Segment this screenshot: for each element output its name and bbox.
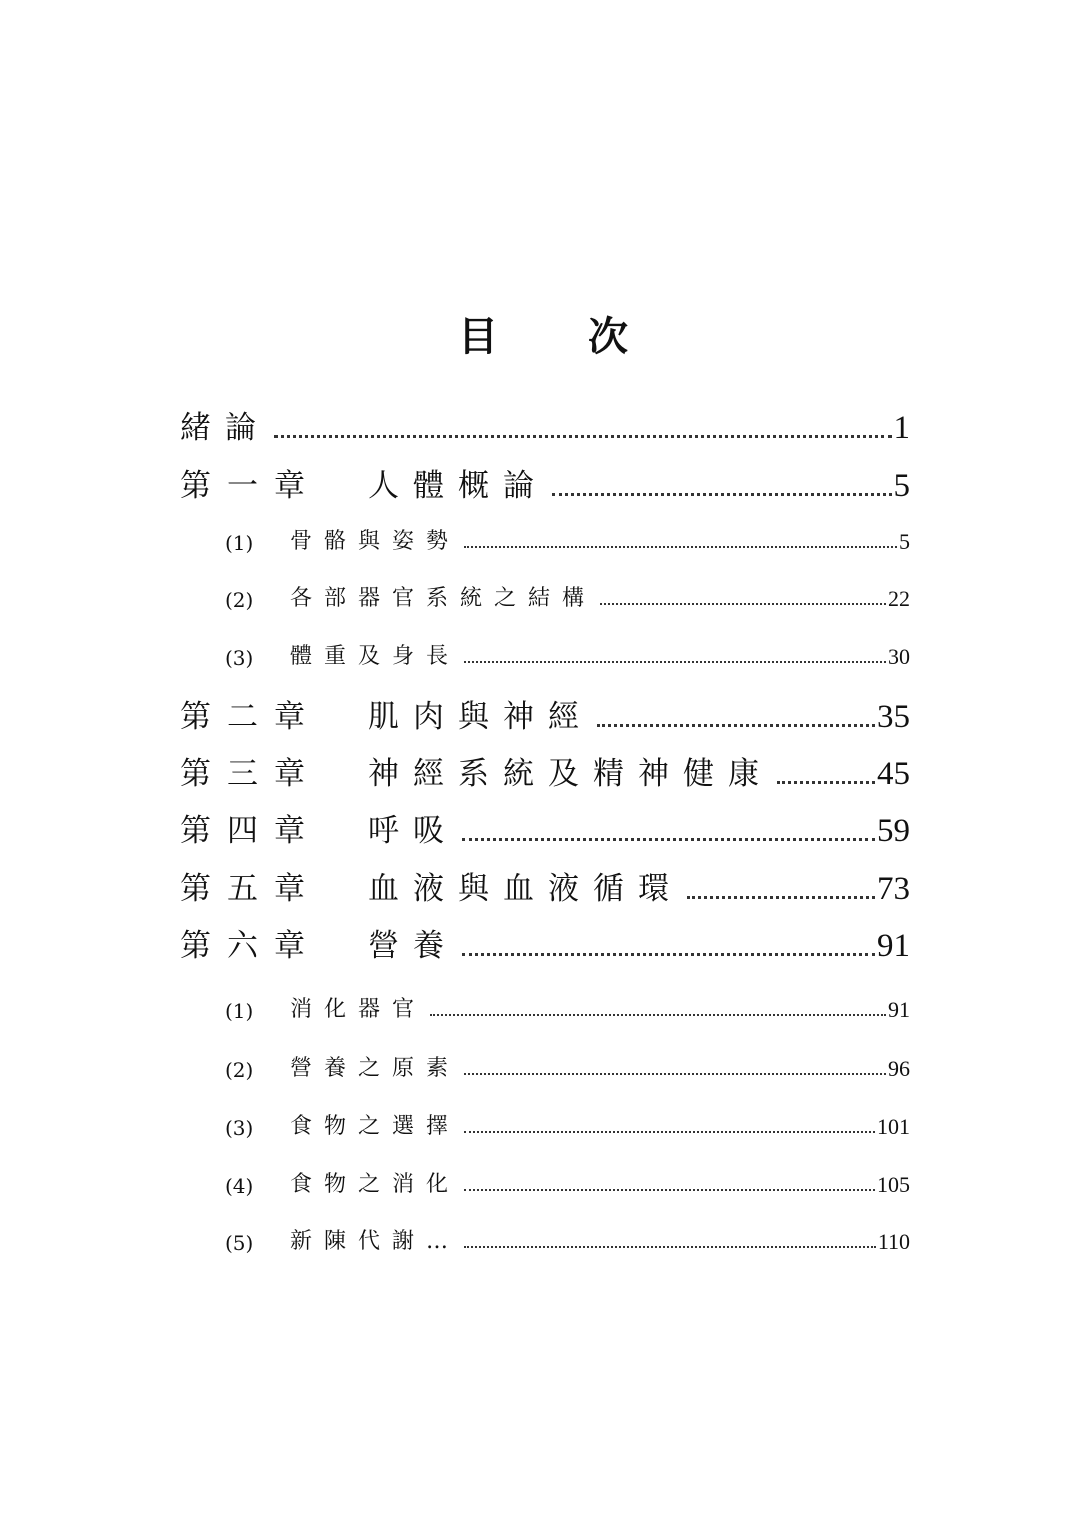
entry-title: 新陳代謝… <box>290 1229 461 1254</box>
toc-chapter-entry <box>180 751 910 793</box>
dot-leader <box>777 781 875 784</box>
page-number: 1 <box>893 410 910 446</box>
toc-section-entry <box>180 1168 910 1198</box>
toc-section-entry <box>180 1110 910 1140</box>
entry-title: 血液與血液循環 <box>368 871 683 907</box>
dot-leader <box>462 953 875 956</box>
toc-section-entry <box>180 993 910 1023</box>
dot-leader <box>687 896 875 899</box>
page-number: 5 <box>899 529 910 554</box>
entry-number: (4) <box>225 1174 254 1198</box>
dot-leader <box>464 1131 875 1133</box>
dot-leader <box>600 603 886 605</box>
page-number: 5 <box>893 468 910 504</box>
page-number: 110 <box>877 1229 910 1254</box>
entry-number: 第六章 <box>180 928 321 964</box>
page-number: 73 <box>877 871 910 907</box>
entry-number: 第五章 <box>180 871 321 907</box>
entry-title: 食物之消化 <box>290 1172 461 1197</box>
page-number: 105 <box>877 1172 910 1197</box>
dot-leader <box>274 435 892 438</box>
entry-title: 骨骼與姿勢 <box>290 529 461 554</box>
entry-title: 營養之原素 <box>290 1056 461 1081</box>
toc-chapter-entry <box>180 405 910 447</box>
toc-chapter-entry <box>180 463 910 505</box>
entry-number: (5) <box>225 1231 254 1255</box>
dot-leader <box>430 1014 886 1016</box>
entry-title: 食物之選擇 <box>290 1114 461 1139</box>
page-number: 91 <box>877 928 910 964</box>
dot-leader <box>464 1073 886 1075</box>
entry-number: (2) <box>225 1058 254 1082</box>
toc-section-entry <box>180 525 910 555</box>
toc-section-entry <box>180 1052 910 1082</box>
dot-leader <box>464 1189 875 1191</box>
entry-title: 體重及身長 <box>290 644 461 669</box>
dot-leader <box>462 838 875 841</box>
page-number: 45 <box>877 756 910 792</box>
page-number: 22 <box>888 586 910 611</box>
page-number: 91 <box>888 997 910 1022</box>
entry-number: 第三章 <box>180 756 321 792</box>
toc-chapter-entry <box>180 694 910 736</box>
dot-leader <box>464 1246 876 1248</box>
entry-title: 消化器官 <box>290 997 427 1022</box>
dot-leader <box>464 546 897 548</box>
toc-section-entry <box>180 1225 910 1255</box>
entry-number: (3) <box>225 1116 254 1140</box>
page-number: 59 <box>877 813 910 849</box>
entry-title: 人體概論 <box>368 468 548 504</box>
page-number: 35 <box>877 699 910 735</box>
page-number: 101 <box>877 1114 910 1139</box>
entry-title: 各部器官系統之結構 <box>290 586 597 611</box>
page-number: 30 <box>888 644 910 669</box>
entry-number: (1) <box>225 999 254 1023</box>
entry-title: 呼吸 <box>368 813 458 849</box>
toc-chapter-entry <box>180 866 910 908</box>
toc-chapter-entry <box>180 923 910 965</box>
entry-number: (3) <box>225 646 254 670</box>
entry-number: 第四章 <box>180 813 321 849</box>
entry-number: 第一章 <box>180 468 321 504</box>
entry-title: 肌肉與神經 <box>368 699 593 735</box>
entry-title: 神經系統及精神健康 <box>368 756 773 792</box>
dot-leader <box>464 661 886 663</box>
toc-chapter-entry <box>180 808 910 850</box>
entry-number: (1) <box>225 531 254 555</box>
entry-number: (2) <box>225 588 254 612</box>
entry-number: 第二章 <box>180 699 321 735</box>
dot-leader <box>597 724 875 727</box>
dot-leader <box>552 493 892 496</box>
entry-title: 營養 <box>368 928 458 964</box>
toc-section-entry <box>180 640 910 670</box>
page-number: 96 <box>888 1056 910 1081</box>
entry-title: 緒論 <box>180 410 270 446</box>
toc-section-entry <box>180 582 910 612</box>
toc-title: 目 次 <box>458 313 666 360</box>
